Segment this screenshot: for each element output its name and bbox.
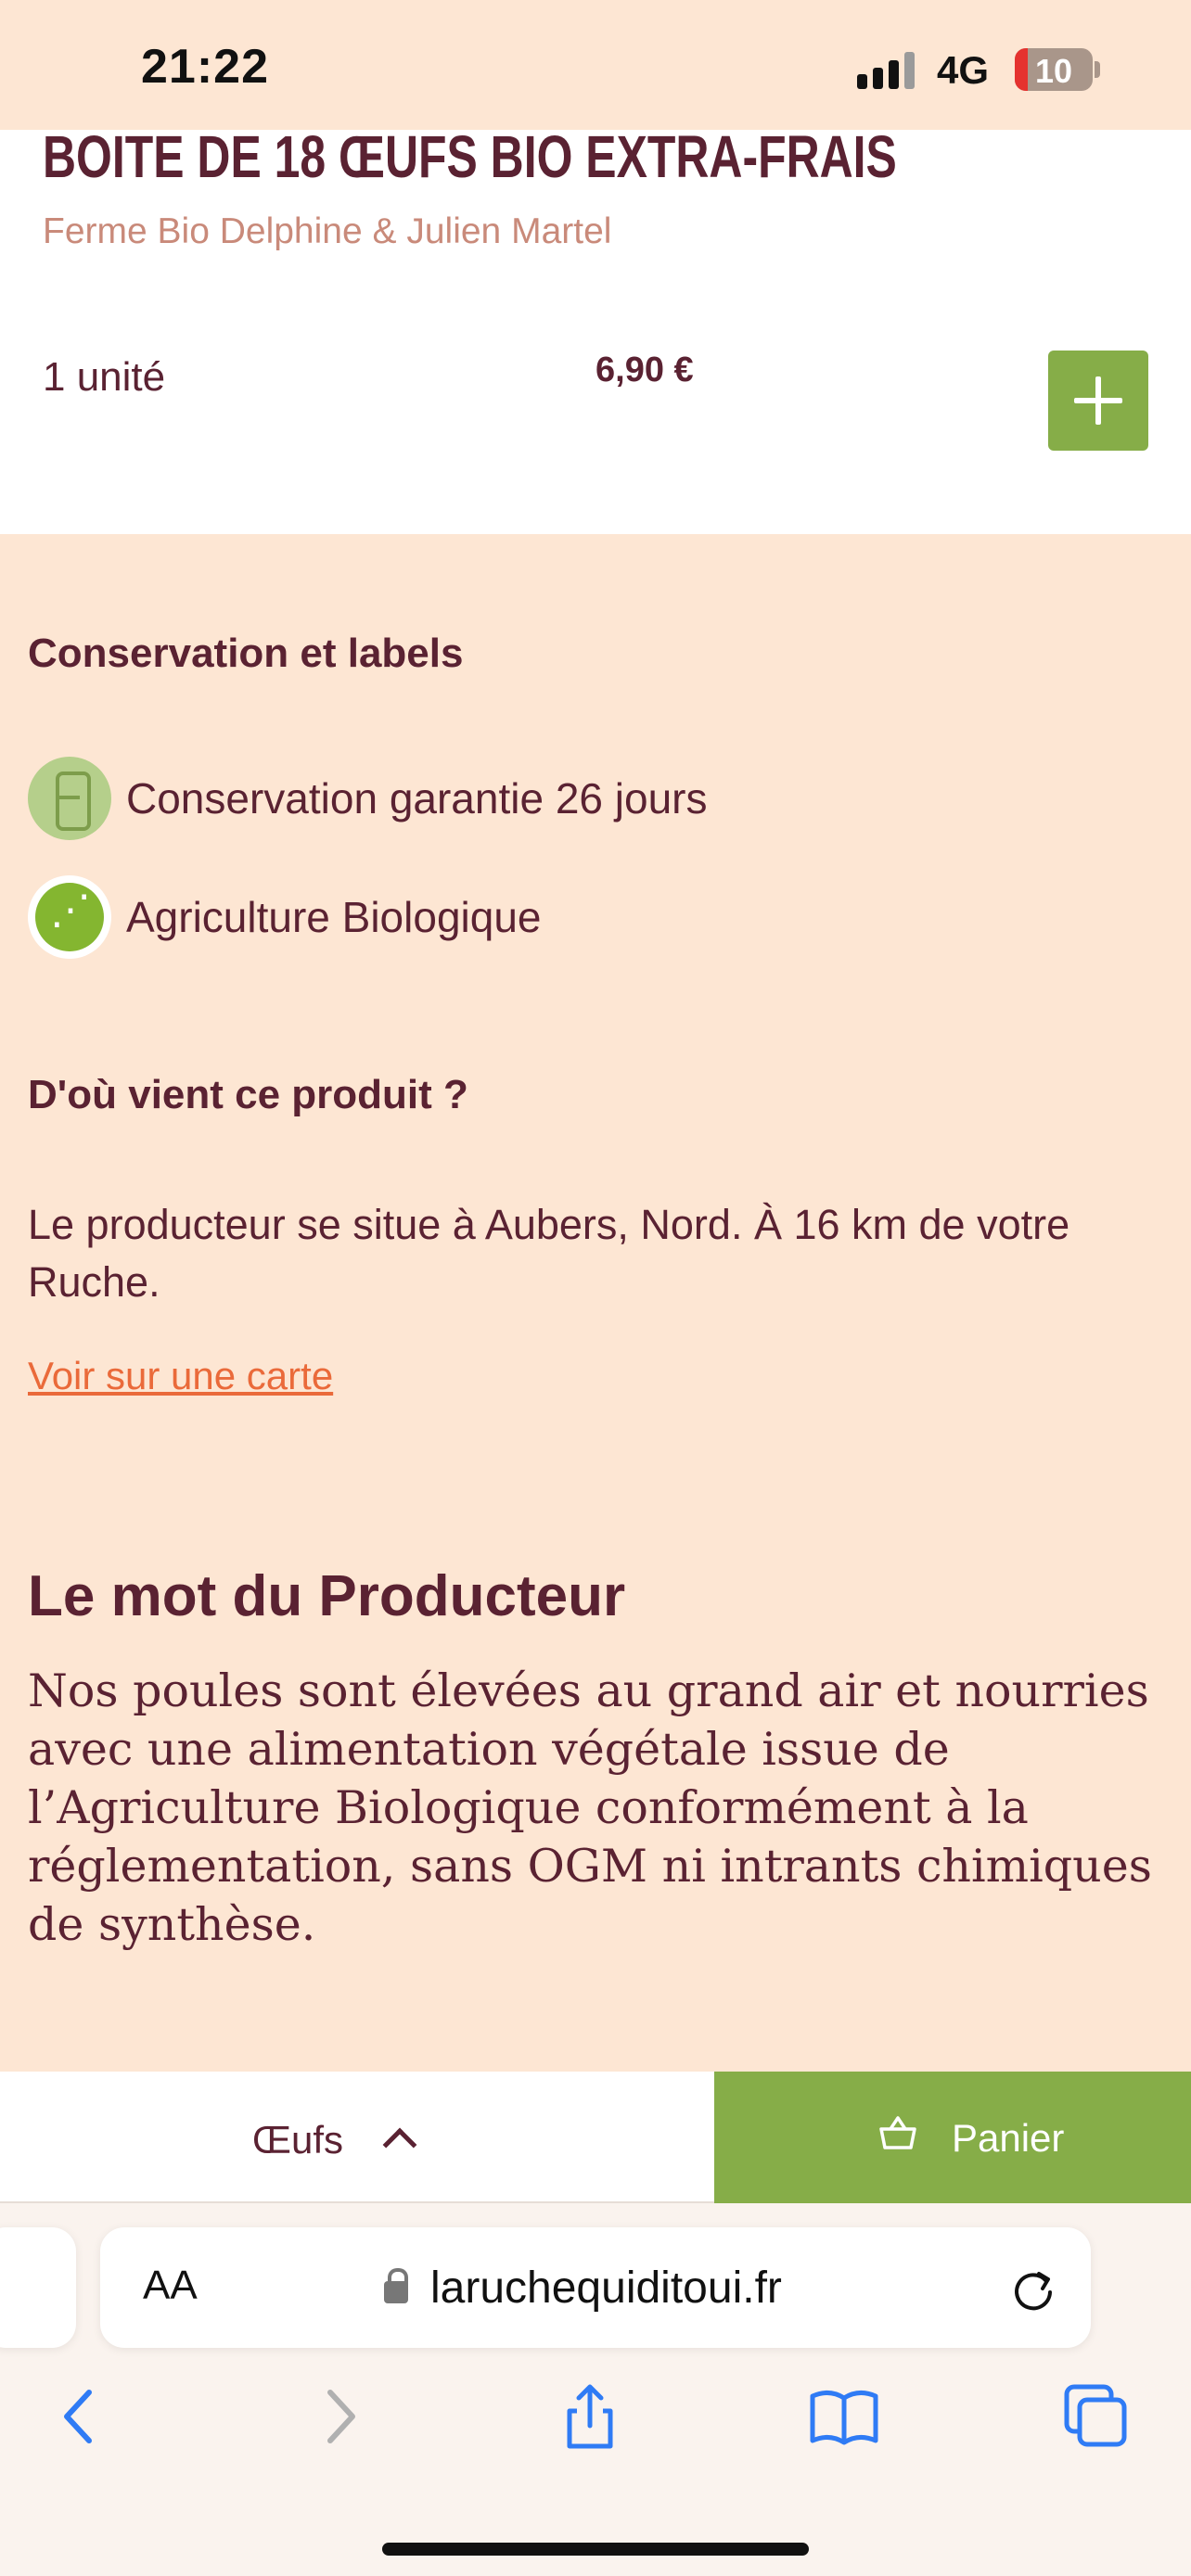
address-bar[interactable] <box>100 2227 1091 2348</box>
category-selector[interactable] <box>0 2072 714 2203</box>
share-icon[interactable] <box>553 2379 627 2454</box>
status-bar <box>0 0 1191 130</box>
cellular-signal-icon <box>857 50 918 89</box>
view-map-link[interactable]: Voir sur une carte <box>28 1354 334 1397</box>
fridge-icon <box>28 757 111 840</box>
producer-word-text: Nos poules sont élevées au grand air et nourries avec une alimentation végétale issue de l’Agriculture Biologique conformément à la réglementation, sans OGM ni intrants chimiques de synthèse. <box>28 1664 1152 1951</box>
product-price: 6,90 € <box>596 351 694 389</box>
unit-label: 1 unité <box>43 354 166 400</box>
producer-name[interactable]: Ferme Bio Delphine & Julien Martel <box>43 211 612 251</box>
product-title: BOITE DE 18 ŒUFS BIO EXTRA-FRAIS <box>43 123 897 190</box>
chevron-up-icon <box>383 2128 417 2162</box>
network-type: 4G <box>937 48 990 92</box>
add-to-cart-button[interactable] <box>1048 351 1148 451</box>
previous-tab-preview[interactable] <box>0 2227 76 2348</box>
status-time: 21:22 <box>141 40 269 94</box>
battery-icon <box>1015 48 1093 91</box>
forward-icon[interactable] <box>302 2379 377 2454</box>
home-indicator <box>382 2543 809 2556</box>
browser-toolbar <box>0 2203 1191 2576</box>
battery-tip <box>1095 61 1100 78</box>
bottom-app-bar <box>0 2072 1191 2203</box>
conservation-heading: Conservation et labels <box>28 631 464 676</box>
reload-icon[interactable] <box>1005 2261 1061 2316</box>
text-size-button[interactable]: AA <box>143 2263 198 2308</box>
tabs-icon[interactable] <box>1059 2379 1133 2454</box>
origin-text: Le producteur se situe à Aubers, Nord. À 16 km de votre Ruche. <box>28 1201 1070 1306</box>
bookmarks-icon[interactable] <box>807 2379 881 2454</box>
back-icon[interactable] <box>43 2379 117 2454</box>
producer-word-heading: Le mot du Producteur <box>28 1564 626 1628</box>
label-item-conservation <box>28 757 1141 840</box>
organic-leaf-icon <box>28 875 111 959</box>
label-item-label: Agriculture Biologique <box>126 893 542 941</box>
label-item-organic <box>28 875 1141 959</box>
lock-icon <box>384 2281 408 2303</box>
label-item-label: Conservation garantie 26 jours <box>126 774 708 823</box>
origin-heading: D'où vient ce produit ? <box>28 1072 468 1117</box>
basket-icon <box>877 2114 918 2151</box>
cart-button[interactable] <box>714 2072 1191 2203</box>
category-label: Œufs <box>252 2118 344 2162</box>
product-card <box>0 123 1191 534</box>
url-text[interactable]: laruchequiditoui.fr <box>430 2264 782 2313</box>
battery-level: 10 <box>1034 52 1073 90</box>
cart-label: Panier <box>952 2116 1065 2160</box>
